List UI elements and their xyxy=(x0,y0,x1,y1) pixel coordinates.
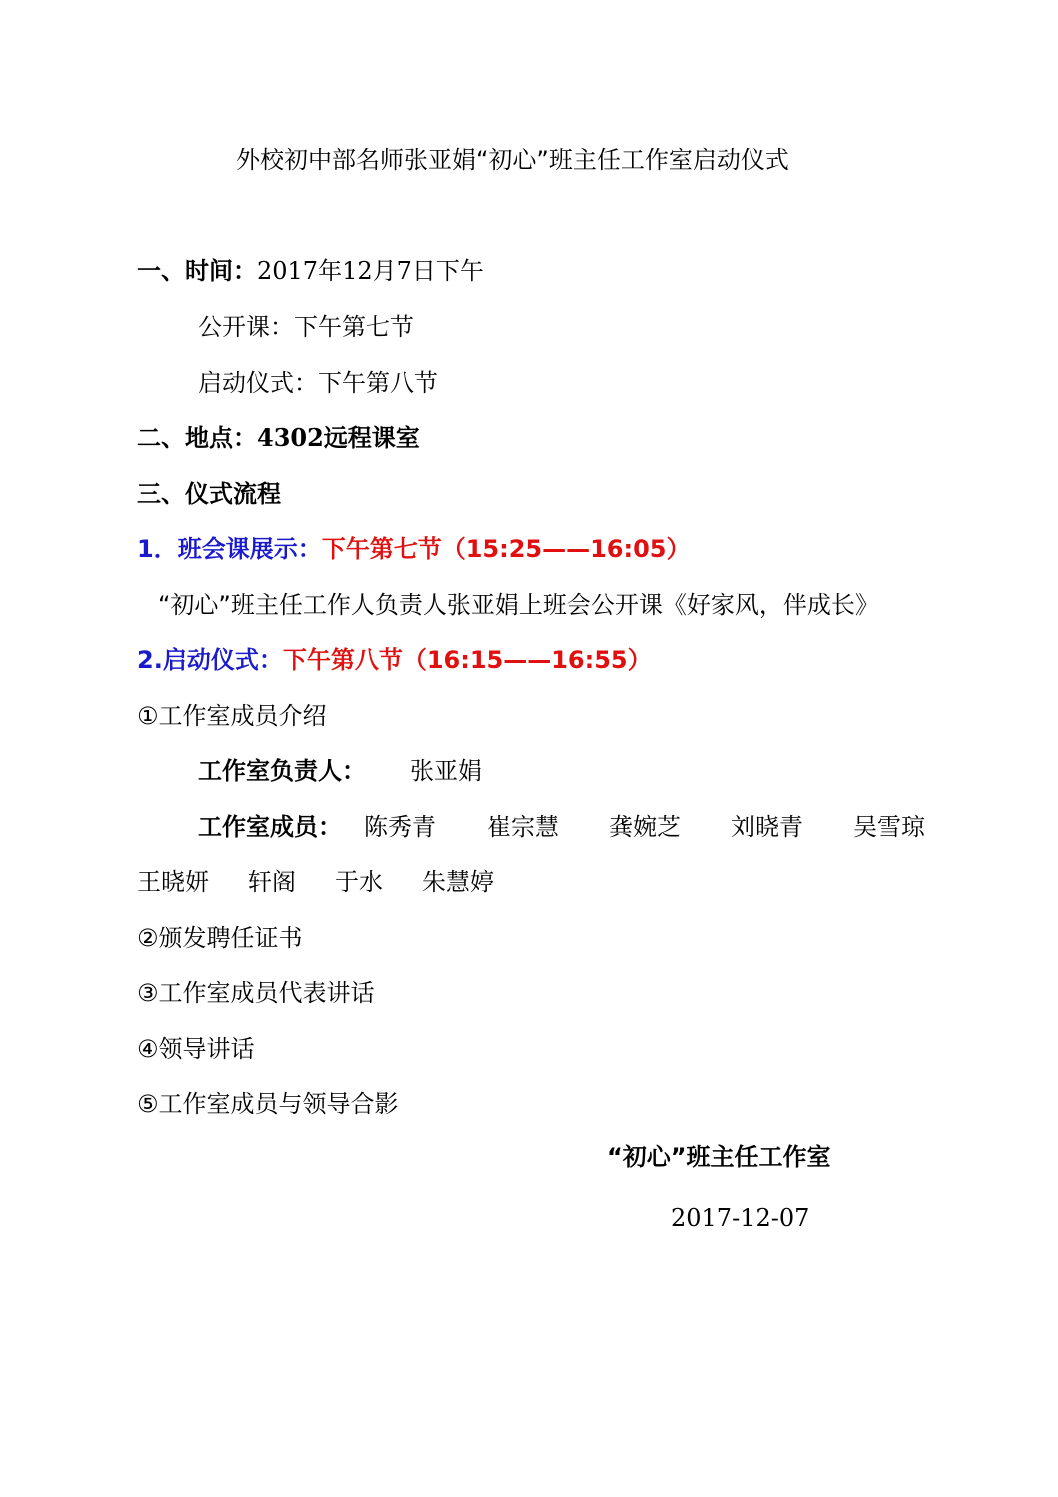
step-4: ④领导讲话 xyxy=(137,1035,255,1063)
item1-label: 1．班会课展示： xyxy=(137,535,322,563)
signature-org: “初心”班主任工作室 xyxy=(607,1143,831,1171)
process-heading: 三、仪式流程 xyxy=(137,480,281,508)
member-name: 王晓妍 xyxy=(137,868,209,896)
leader-label: 工作室负责人： xyxy=(198,757,366,785)
ceremony-time: 启动仪式：下午第八节 xyxy=(198,369,438,397)
member-name: 龚婉芝 xyxy=(609,813,681,841)
member-name: 轩阁 xyxy=(248,868,296,896)
member-name: 崔宗慧 xyxy=(487,813,559,841)
step-3: ③工作室成员代表讲话 xyxy=(137,979,375,1007)
process-item-1 xyxy=(137,534,691,564)
step-2: ②颁发聘任证书 xyxy=(137,924,303,952)
leader-name: 张亚娟 xyxy=(410,757,482,785)
step-5: ⑤工作室成员与领导合影 xyxy=(137,1090,399,1118)
members-label: 工作室成员： xyxy=(198,813,342,841)
open-class-time: 公开课：下午第七节 xyxy=(198,313,414,341)
location-label: 二、地点： xyxy=(137,424,257,452)
time-line xyxy=(137,256,484,286)
item1-description: “初心”班主任工作人负责人张亚娟上班会公开课《好家风，伴成长》 xyxy=(158,591,879,619)
document-title: 外校初中部名师张亚娟“初心”班主任工作室启动仪式 xyxy=(236,146,789,174)
location-line xyxy=(137,423,420,453)
step-1: ①工作室成员介绍 xyxy=(137,702,327,730)
signature-date: 2017-12-07 xyxy=(671,1204,810,1232)
member-name: 吴雪琼 xyxy=(853,813,925,841)
process-item-2 xyxy=(137,645,652,675)
member-name: 陈秀青 xyxy=(364,813,436,841)
time-value: 2017年12月7日下午 xyxy=(257,257,484,285)
member-name: 刘晓青 xyxy=(731,813,803,841)
item1-time: 下午第七节（15:25——16:05） xyxy=(321,535,691,563)
member-name: 朱慧婷 xyxy=(422,868,494,896)
leader-line xyxy=(198,756,366,786)
item2-label: 2.启动仪式： xyxy=(137,646,283,674)
member-name: 于水 xyxy=(335,868,383,896)
location-value: 4302远程课室 xyxy=(257,423,420,452)
time-label: 一、时间： xyxy=(137,257,257,285)
item2-time: 下午第八节（16:15——16:55） xyxy=(282,646,652,674)
